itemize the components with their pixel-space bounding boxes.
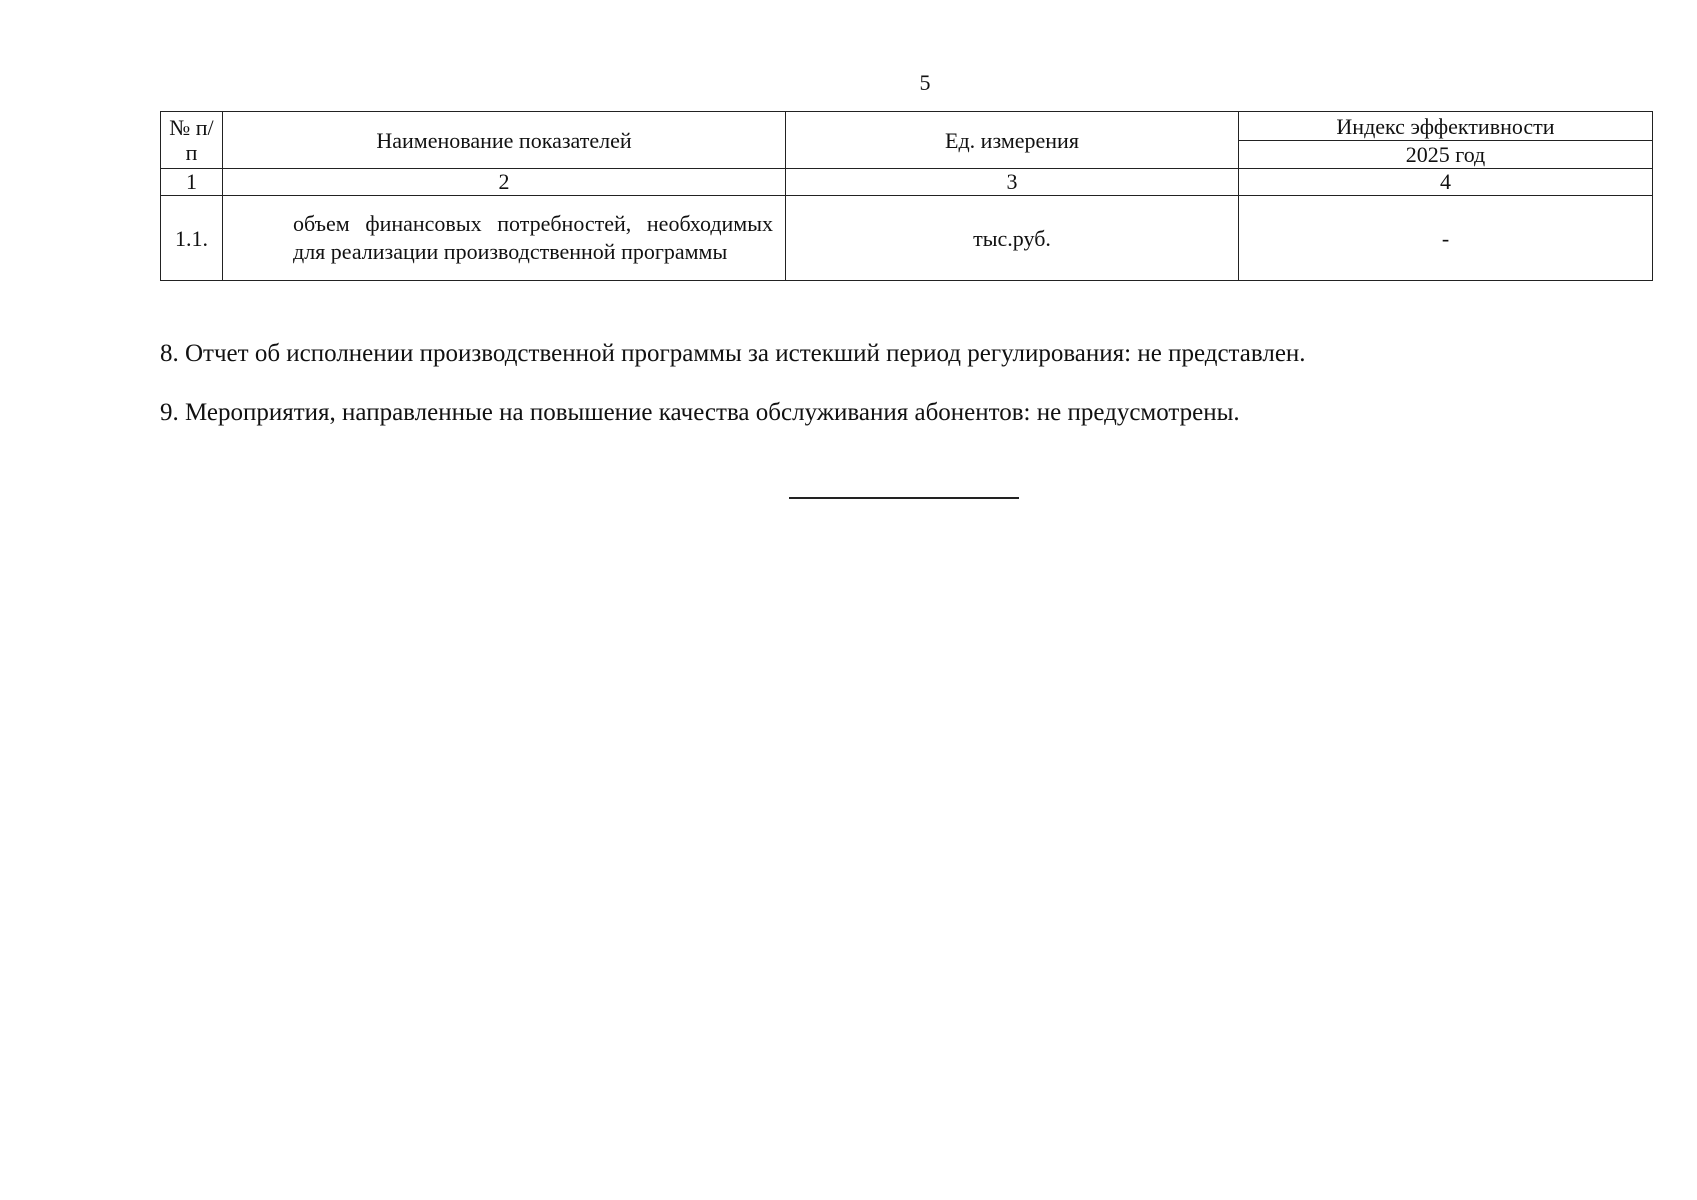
row-unit: тыс.руб.	[786, 196, 1239, 281]
table-row	[161, 196, 1653, 281]
header-year: 2025 год	[1239, 141, 1653, 169]
page-number: 5	[919, 70, 931, 95]
header-unit: Ед. измерения	[786, 112, 1239, 169]
column-number: 4	[1239, 169, 1653, 196]
end-divider	[789, 497, 1019, 499]
header-name: Наименование показателей	[223, 112, 786, 169]
column-number-row	[161, 169, 1653, 196]
column-number: 3	[786, 169, 1239, 196]
paragraph-report: 8. Отчет об исполнении производственной программы за истекший период регулирования: не представлен.	[160, 340, 1306, 367]
indicators-table	[160, 111, 1653, 281]
header-index: Индекс эффективности	[1239, 112, 1653, 141]
header-num: № п/п	[161, 112, 223, 169]
indicators-table-wrapper	[160, 111, 1653, 281]
row-num: 1.1.	[161, 196, 223, 281]
row-name: объем финансовых потребностей, необходимых для реализации производственной программы	[223, 196, 786, 281]
row-value: -	[1239, 196, 1653, 281]
table-header-row	[161, 112, 1653, 141]
paragraph-measures: 9. Мероприятия, направленные на повышение качества обслуживания абонентов: не предусмотрены.	[160, 399, 1240, 426]
column-number: 2	[223, 169, 786, 196]
column-number: 1	[161, 169, 223, 196]
